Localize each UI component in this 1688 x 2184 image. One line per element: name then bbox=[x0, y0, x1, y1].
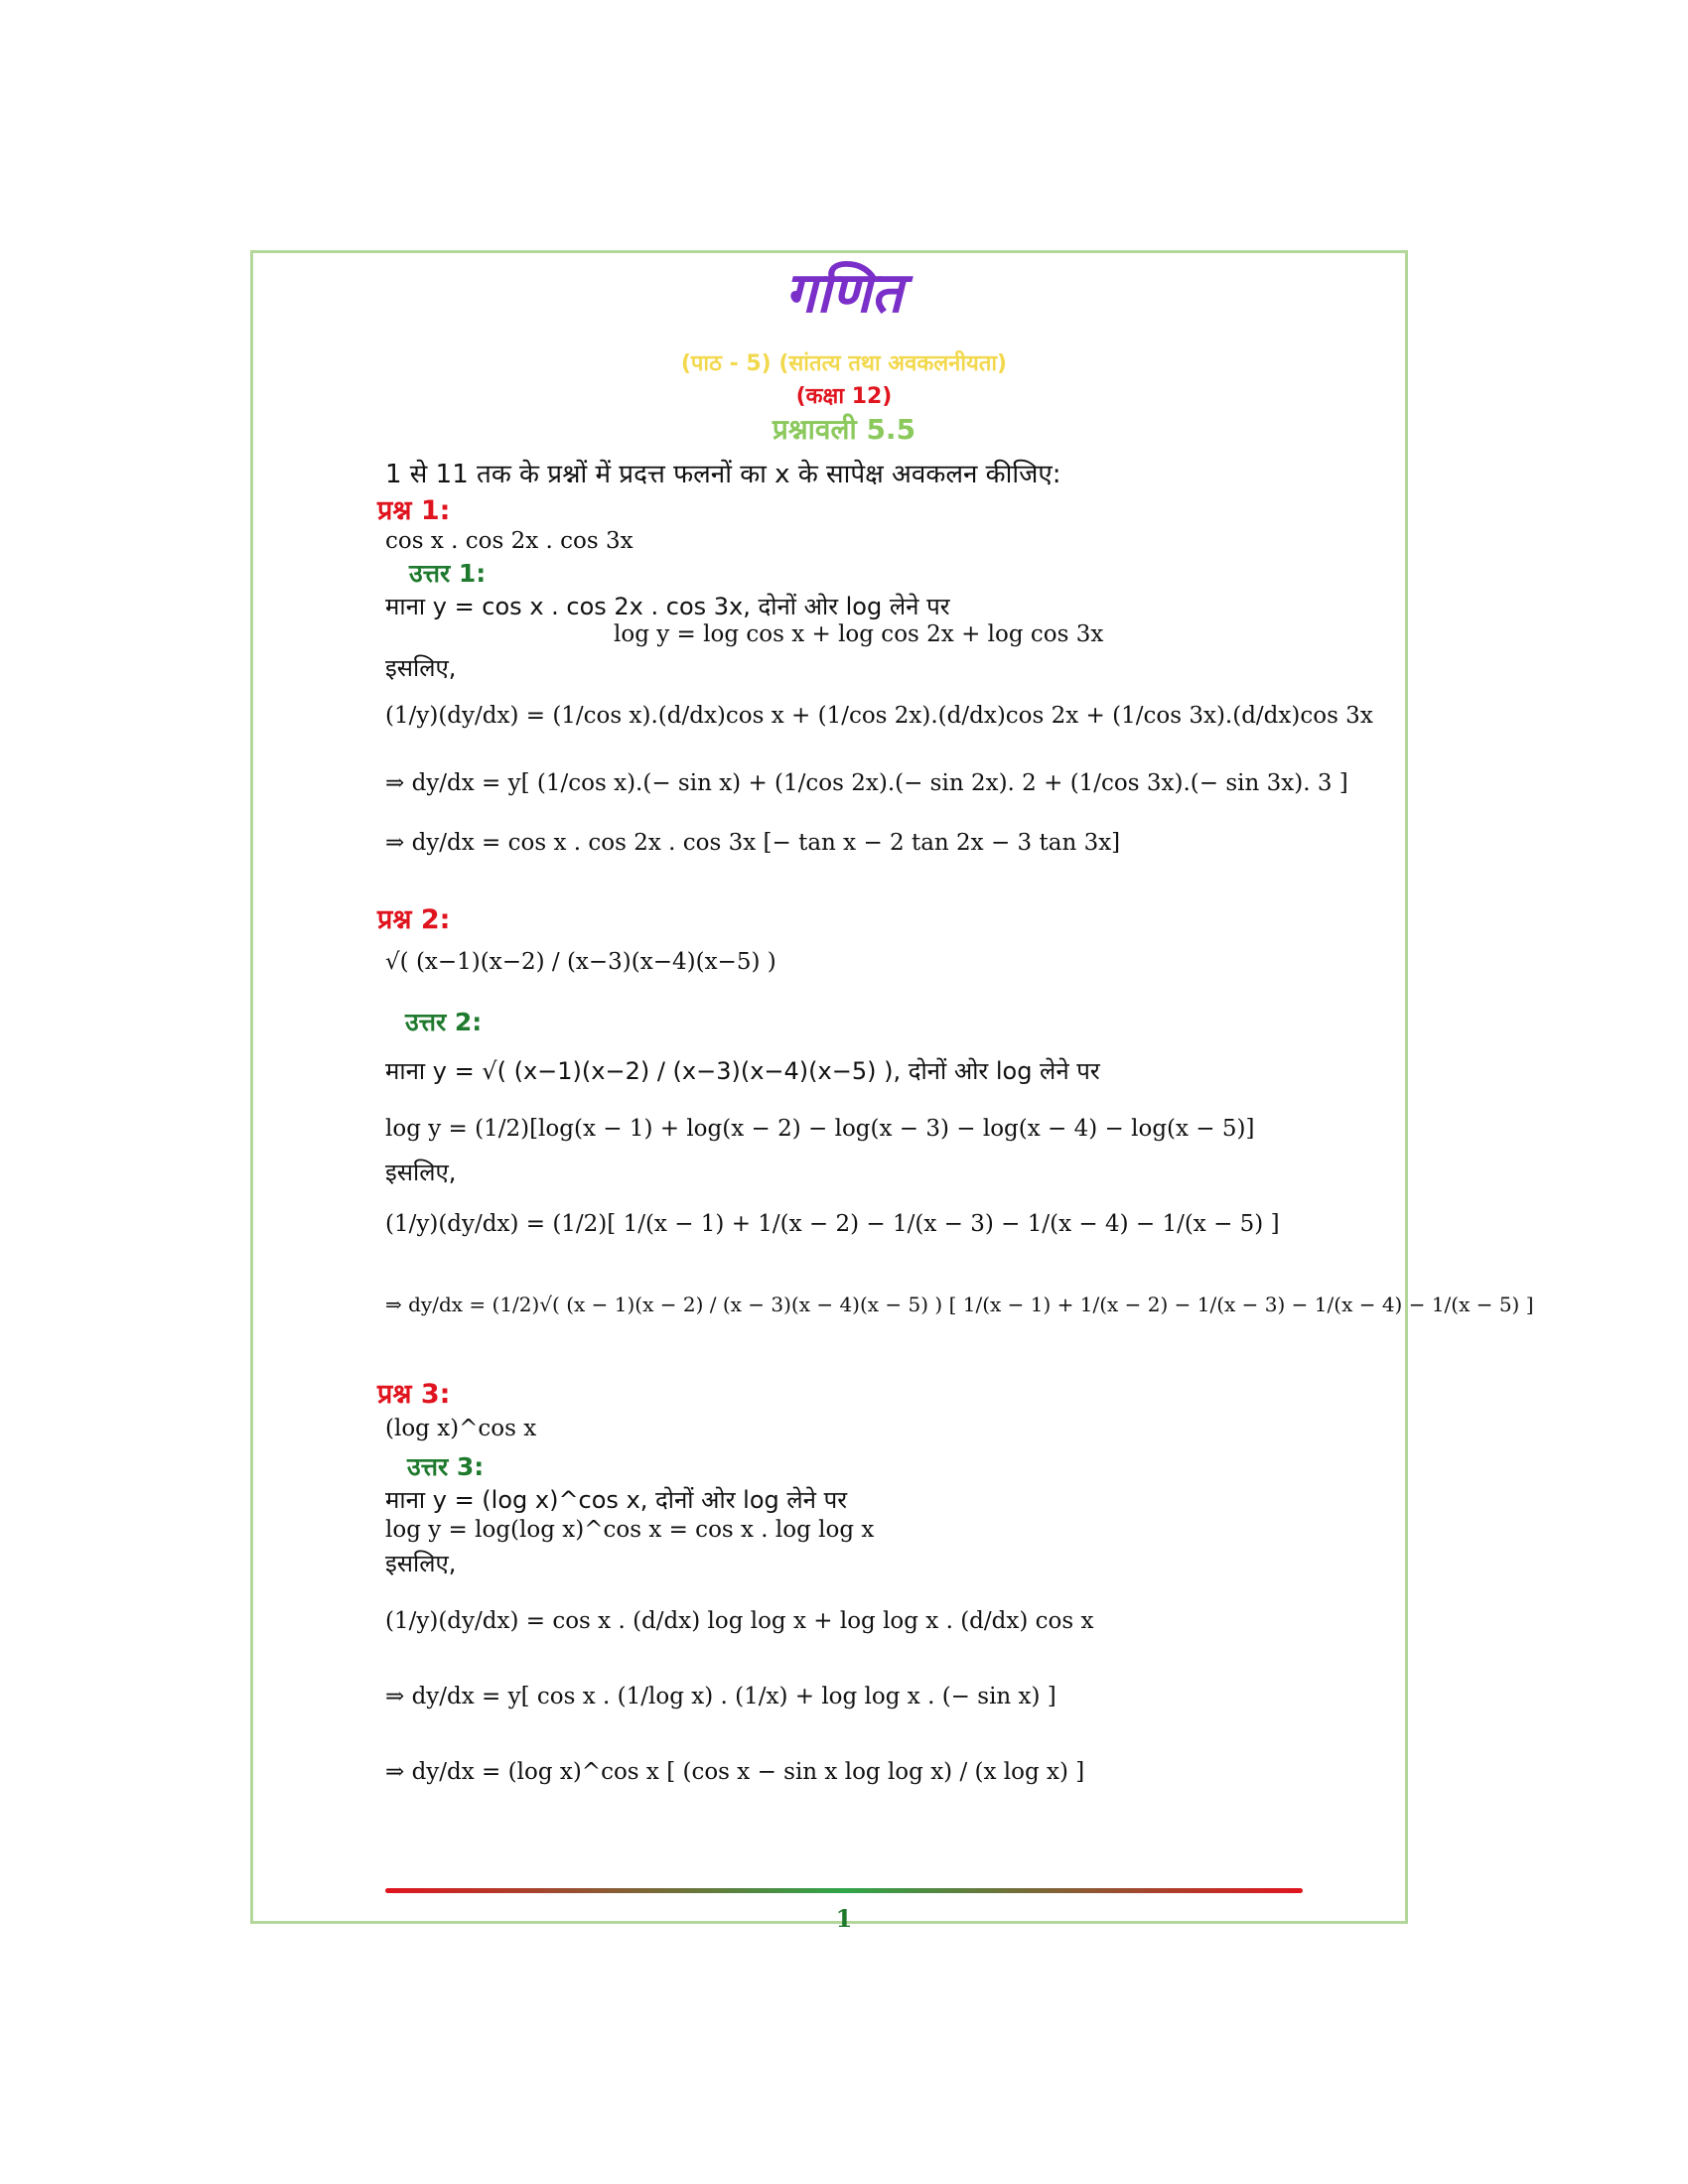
a2-line-3: इसलिए, bbox=[385, 1159, 457, 1186]
page-title: गणित bbox=[784, 261, 904, 326]
a3-line-5: ⇒ dy/dx = y[ cos x . (1/log x) . (1/x) + log log x . (− sin x) ] bbox=[385, 1684, 1056, 1709]
q2-question: √( (x−1)(x−2) / (x−3)(x−4)(x−5) ) bbox=[385, 949, 776, 975]
grade-label: (कक्षा 12) bbox=[795, 384, 893, 409]
q1-question: cos x . cos 2x . cos 3x bbox=[385, 528, 633, 554]
a2-line-1: माना y = √( (x−1)(x−2) / (x−3)(x−4)(x−5) ), दोनों ओर log लेने पर bbox=[385, 1057, 1100, 1085]
a3-line-1: माना y = (log x)^cos x, दोनों ओर log लेने पर bbox=[385, 1486, 848, 1514]
a2-line-4: (1/y)(dy/dx) = (1/2)[ 1/(x − 1) + 1/(x − 2) − 1/(x − 3) − 1/(x − 4) − 1/(x − 5) ] bbox=[385, 1211, 1280, 1237]
a2-heading: उत्तर 2: bbox=[405, 1008, 483, 1036]
a3-line-2: log y = log(log x)^cos x = cos x . log log x bbox=[385, 1517, 875, 1543]
a3-line-3: इसलिए, bbox=[385, 1550, 457, 1577]
instructions: 1 से 11 तक के प्रश्नों में प्रदत्त फलनों का x के सापेक्ष अवकलन कीजिए: bbox=[385, 460, 1061, 489]
a2-line-5: ⇒ dy/dx = (1/2)√( (x − 1)(x − 2) / (x − 3)(x − 4)(x − 5) ) [ 1/(x − 1) + 1/(x − 2) − 1/(x − 3) − 1/(x − 4) − 1/(x − 5) ] bbox=[385, 1293, 1534, 1316]
a1-line-5: ⇒ dy/dx = y[ (1/cos x).(− sin x) + (1/cos 2x).(− sin 2x). 2 + (1/cos 3x).(− sin 3x). 3 ] bbox=[385, 770, 1348, 796]
q1-heading: प्रश्न 1: bbox=[377, 495, 451, 526]
q3-heading: प्रश्न 3: bbox=[377, 1379, 451, 1410]
exercise-title: प्रश्नावली 5.5 bbox=[772, 413, 916, 446]
page-number: 1 bbox=[835, 1904, 853, 1933]
a1-heading: उत्तर 1: bbox=[409, 559, 487, 588]
chapter-title: (पाठ - 5) (सांतत्य तथा अवकलनीयता) bbox=[680, 351, 1008, 376]
footer-divider bbox=[385, 1888, 1303, 1893]
a2-line-2: log y = (1/2)[log(x − 1) + log(x − 2) − log(x − 3) − log(x − 4) − log(x − 5)] bbox=[385, 1116, 1255, 1142]
a1-line-4: (1/y)(dy/dx) = (1/cos x).(d/dx)cos x + (1/cos 2x).(d/dx)cos 2x + (1/cos 3x).(d/dx)cos 3x bbox=[385, 703, 1373, 729]
a1-line-2: log y = log cos x + log cos 2x + log cos 3x bbox=[614, 621, 1104, 647]
a3-line-4: (1/y)(dy/dx) = cos x . (d/dx) log log x + log log x . (d/dx) cos x bbox=[385, 1608, 1094, 1634]
a1-line-1: माना y = cos x . cos 2x . cos 3x, दोनों ओर log लेने पर bbox=[385, 593, 950, 620]
a3-line-6: ⇒ dy/dx = (log x)^cos x [ (cos x − sin x log log x) / (x log x) ] bbox=[385, 1759, 1085, 1785]
q3-question: (log x)^cos x bbox=[385, 1416, 537, 1441]
a1-line-6: ⇒ dy/dx = cos x . cos 2x . cos 3x [− tan x − 2 tan 2x − 3 tan 3x] bbox=[385, 830, 1121, 856]
a3-heading: उत्तर 3: bbox=[407, 1452, 485, 1481]
a1-line-3: इसलिए, bbox=[385, 654, 457, 682]
q2-heading: प्रश्न 2: bbox=[377, 904, 451, 935]
